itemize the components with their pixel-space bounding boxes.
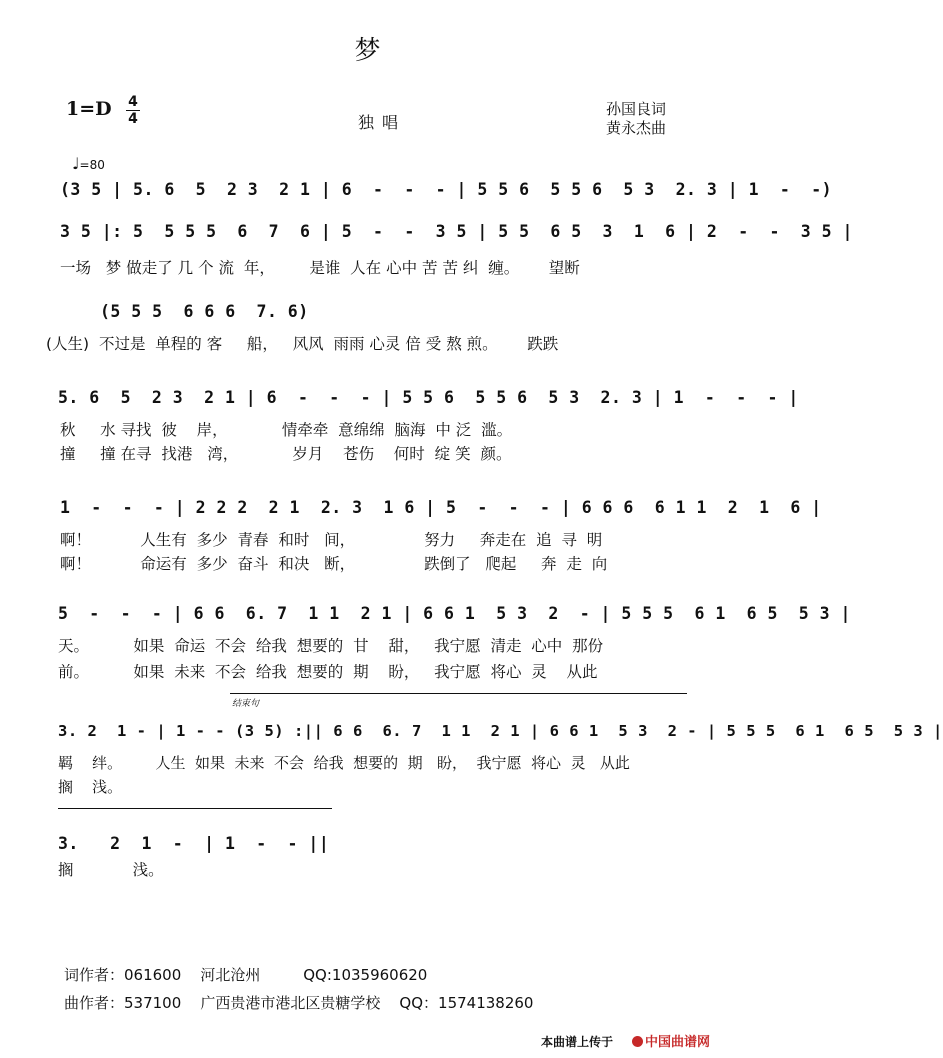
page-title: 梦 [354, 36, 381, 66]
lyric-row-4b: 撞 撞 在寻 找港 湾， 岁月 苍伤 何时 绽 笑 颜。 [60, 445, 512, 463]
lyricist-contact: 词作者：061600 河北沧州 QQ:1035960620 [64, 966, 428, 984]
lyric-row-2: 一场 梦 做走了 几 个 流 年， 是谁 人在 心中 苦 苦 纠 缠。 望断 [60, 259, 580, 277]
notation-row-3: (5 5 5 6 6 6 7. 6) [100, 302, 309, 321]
lyricist: 孙国良词 [606, 100, 667, 118]
notation-row-4: 5. 6 5 2 3 2 1 | 6 - - - | 5 5 6 5 5 6 5 3 2. 3 | 1 - - - | [58, 388, 799, 407]
composer: 黄永杰曲 [606, 119, 667, 137]
meter-bottom: 4 [128, 111, 138, 127]
lyric-row-4a: 秋 水 寻找 彼 岸， 情牵牵 意绵绵 脑海 中 泛 滥。 [60, 421, 513, 439]
lyric-row-7a: 羁 绊。 人生 如果 未来 不会 给我 想要的 期 盼， 我宁愿 将心 灵 从此 [58, 754, 630, 772]
lyric-row-3: (人生) 不过是 单程的 客 船， 风风 雨雨 心灵 倍 受 熬 煎。 跌跌 [46, 335, 559, 353]
notation-row-8: 3. 2 1 - | 1 - - || [58, 834, 330, 853]
lyric-row-6b: 前。 如果 未来 不会 给我 想要的 期 盼， 我宁愿 将心 灵 从此 [58, 663, 598, 681]
time-signature [126, 95, 140, 126]
quarter-note-icon: ♩ [72, 154, 80, 173]
ending-mark: 结束句 [232, 699, 260, 709]
logo-circle-icon [632, 1036, 643, 1047]
meter-top: 4 [128, 94, 138, 110]
coda-bracket [58, 808, 332, 809]
lyric-row-8: 搁 浅。 [58, 861, 164, 879]
tempo-value: =80 [79, 158, 105, 172]
notation-row-1: (3 5 | 5. 6 5 2 3 2 1 | 6 - - - | 5 5 6 5 5 6 5 3 2. 3 | 1 - -) [60, 180, 833, 199]
site-logo[interactable] [632, 1031, 710, 1050]
key-signature: 1=D [66, 98, 112, 120]
logo-text: 中国曲谱网 [645, 1035, 711, 1050]
lyric-row-5a: 啊！ 人生有 多少 青春 和时 间， 努力 奔走在 追 寻 明 [60, 531, 603, 549]
notation-row-7: 3. 2 1 - | 1 - - (3 5) :|| 6 6 6. 7 1 1 2 1 | 6 6 1 5 3 2 - | 5 5 5 6 1 6 5 5 3 | [58, 722, 943, 740]
tempo-marking [72, 154, 105, 173]
lyric-row-7b: 搁 浅。 [58, 778, 123, 796]
lyric-row-5b: 啊！ 命运有 多少 奋斗 和决 断， 跌倒了 爬起 奔 走 向 [60, 555, 608, 573]
notation-row-6: 5 - - - | 6 6 6. 7 1 1 2 1 | 6 6 1 5 3 2 - | 5 5 5 6 1 6 5 5 3 | [58, 604, 851, 623]
notation-row-2: 3 5 |: 5 5 5 5 6 7 6 | 5 - - 3 5 | 5 5 6 5 3 1 6 | 2 - - 3 5 | [60, 222, 853, 241]
credits [606, 100, 666, 138]
performance-mode: 独唱 [358, 113, 407, 132]
ending-bracket [230, 693, 687, 694]
upload-note: 本曲谱上传于 [541, 1035, 614, 1049]
composer-contact: 曲作者：537100 广西贵港市港北区贵糖学校 QQ：1574138260 [64, 994, 534, 1012]
notation-row-5: 1 - - - | 2 2 2 2 1 2. 3 1 6 | 5 - - - | 6 6 6 6 1 1 2 1 6 | [60, 498, 822, 517]
lyric-row-6a: 天。 如果 命运 不会 给我 想要的 甘 甜， 我宁愿 清走 心中 那份 [58, 637, 604, 655]
